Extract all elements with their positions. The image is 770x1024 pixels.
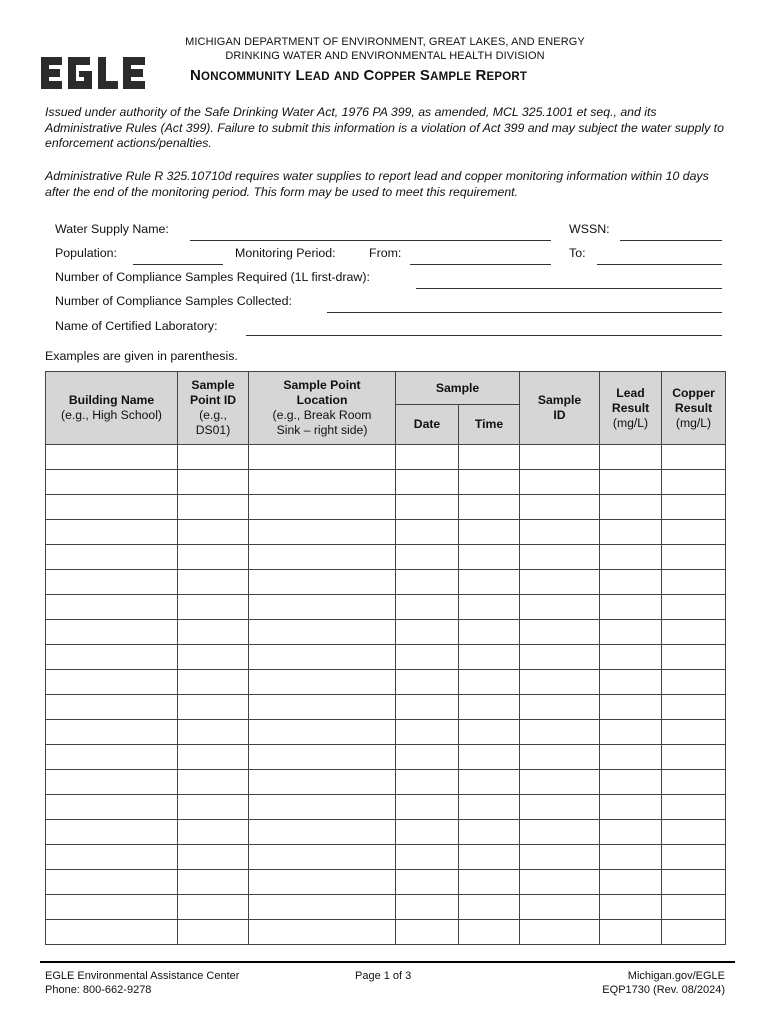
- entry-cell[interactable]: [600, 670, 662, 695]
- entry-cell[interactable]: [46, 870, 178, 895]
- sample-results-table: [45, 371, 726, 945]
- entry-cell[interactable]: [662, 645, 726, 670]
- col-copper-result: Copper Result (mg/L): [662, 372, 726, 445]
- entry-cell[interactable]: [396, 895, 459, 920]
- entry-cell[interactable]: [178, 620, 249, 645]
- entry-cell[interactable]: [396, 670, 459, 695]
- entry-cell[interactable]: [249, 845, 396, 870]
- entry-cell[interactable]: [459, 870, 520, 895]
- division-name: DRINKING WATER AND ENVIRONMENTAL HEALTH DIVISION: [225, 50, 545, 62]
- entry-cell[interactable]: [600, 495, 662, 520]
- entry-cell[interactable]: [46, 495, 178, 520]
- table-row: [46, 670, 726, 695]
- entry-cell[interactable]: [249, 720, 396, 745]
- wssn-label: WSSN:: [569, 222, 610, 236]
- footer-divider: [40, 961, 735, 963]
- entry-cell[interactable]: [396, 820, 459, 845]
- entry-cell[interactable]: [520, 920, 600, 945]
- entry-cell[interactable]: [249, 895, 396, 920]
- table-row: [46, 795, 726, 820]
- entry-cell[interactable]: [520, 845, 600, 870]
- entry-cell[interactable]: [662, 770, 726, 795]
- entry-cell[interactable]: [249, 920, 396, 945]
- entry-cell[interactable]: [178, 870, 249, 895]
- entry-cell[interactable]: [600, 620, 662, 645]
- population-field[interactable]: [133, 264, 223, 265]
- entry-cell[interactable]: [249, 570, 396, 595]
- table-row: [46, 895, 726, 920]
- entry-cell[interactable]: [662, 495, 726, 520]
- table-row: [46, 845, 726, 870]
- egle-logo: [41, 57, 145, 89]
- entry-cell[interactable]: [520, 570, 600, 595]
- samples-required-label: Number of Compliance Samples Required (1L first-draw):: [55, 270, 370, 284]
- entry-cell[interactable]: [600, 895, 662, 920]
- entry-cell[interactable]: [459, 695, 520, 720]
- entry-cell[interactable]: [520, 495, 600, 520]
- entry-cell[interactable]: [459, 845, 520, 870]
- entry-cell[interactable]: [459, 795, 520, 820]
- entry-cell[interactable]: [178, 570, 249, 595]
- entry-cell[interactable]: [600, 870, 662, 895]
- entry-cell[interactable]: [249, 820, 396, 845]
- entry-cell[interactable]: [396, 520, 459, 545]
- entry-cell[interactable]: [396, 695, 459, 720]
- entry-cell[interactable]: [662, 820, 726, 845]
- entry-cell[interactable]: [662, 795, 726, 820]
- entry-cell[interactable]: [459, 820, 520, 845]
- table-row: [46, 520, 726, 545]
- entry-cell[interactable]: [249, 520, 396, 545]
- entry-cell[interactable]: [178, 845, 249, 870]
- table-row: [46, 620, 726, 645]
- entry-cell[interactable]: [459, 895, 520, 920]
- water-supply-name-field[interactable]: [190, 240, 551, 241]
- entry-cell[interactable]: [459, 520, 520, 545]
- entry-cell[interactable]: [600, 470, 662, 495]
- entry-cell[interactable]: [662, 695, 726, 720]
- entry-cell[interactable]: [459, 670, 520, 695]
- entry-cell[interactable]: [46, 645, 178, 670]
- to-label: To:: [569, 246, 586, 260]
- entry-cell[interactable]: [600, 770, 662, 795]
- entry-cell[interactable]: [600, 720, 662, 745]
- entry-cell[interactable]: [46, 595, 178, 620]
- footer-phone: Phone: 800-662-9278: [45, 984, 152, 996]
- entry-cell[interactable]: [600, 645, 662, 670]
- entry-cell[interactable]: [396, 495, 459, 520]
- entry-cell[interactable]: [46, 720, 178, 745]
- entry-cell[interactable]: [520, 545, 600, 570]
- entry-cell[interactable]: [249, 470, 396, 495]
- footer-website: Michigan.gov/EGLE: [627, 970, 725, 982]
- table-row: [46, 770, 726, 795]
- table-row: [46, 720, 726, 745]
- entry-cell[interactable]: [46, 820, 178, 845]
- entry-cell[interactable]: [600, 545, 662, 570]
- entry-cell[interactable]: [520, 445, 600, 470]
- entry-cell[interactable]: [459, 470, 520, 495]
- entry-cell[interactable]: [396, 570, 459, 595]
- entry-cell[interactable]: [46, 545, 178, 570]
- entry-cell[interactable]: [46, 695, 178, 720]
- entry-cell[interactable]: [178, 920, 249, 945]
- entry-cell[interactable]: [46, 770, 178, 795]
- entry-cell[interactable]: [178, 545, 249, 570]
- entry-cell[interactable]: [600, 845, 662, 870]
- entry-cell[interactable]: [662, 470, 726, 495]
- entry-cell[interactable]: [249, 595, 396, 620]
- samples-collected-label: Number of Compliance Samples Collected:: [55, 294, 292, 308]
- footer-contact: [45, 969, 239, 997]
- entry-cell[interactable]: [178, 745, 249, 770]
- entry-cell[interactable]: [178, 795, 249, 820]
- entry-cell[interactable]: [249, 495, 396, 520]
- entry-cell[interactable]: [396, 645, 459, 670]
- entry-cell[interactable]: [46, 470, 178, 495]
- samples-required-field[interactable]: [416, 288, 722, 289]
- entry-cell[interactable]: [662, 920, 726, 945]
- entry-cell[interactable]: [178, 695, 249, 720]
- entry-cell[interactable]: [249, 745, 396, 770]
- table-row: [46, 495, 726, 520]
- entry-cell[interactable]: [600, 595, 662, 620]
- entry-cell[interactable]: [249, 645, 396, 670]
- entry-cell[interactable]: [46, 670, 178, 695]
- table-row: [46, 570, 726, 595]
- entry-cell[interactable]: [396, 795, 459, 820]
- entry-cell[interactable]: [662, 620, 726, 645]
- entry-cell[interactable]: [396, 595, 459, 620]
- table-row: [46, 545, 726, 570]
- from-label: From:: [369, 246, 402, 260]
- entry-cell[interactable]: [662, 545, 726, 570]
- entry-cell[interactable]: [520, 720, 600, 745]
- table-row: [46, 820, 726, 845]
- entry-cell[interactable]: [459, 745, 520, 770]
- table-row: [46, 870, 726, 895]
- entry-cell[interactable]: [459, 595, 520, 620]
- col-group-sample: Sample: [396, 372, 520, 405]
- entry-cell[interactable]: [249, 870, 396, 895]
- entry-cell[interactable]: [249, 770, 396, 795]
- col-building-name: Building Name (e.g., High School): [46, 372, 178, 445]
- entry-cell[interactable]: [459, 495, 520, 520]
- entry-cell[interactable]: [178, 720, 249, 745]
- entry-cell[interactable]: [396, 720, 459, 745]
- entry-cell[interactable]: [520, 645, 600, 670]
- entry-cell[interactable]: [249, 695, 396, 720]
- entry-cell[interactable]: [396, 445, 459, 470]
- entry-cell[interactable]: [249, 620, 396, 645]
- entry-cell[interactable]: [520, 595, 600, 620]
- entry-cell[interactable]: [396, 920, 459, 945]
- entry-cell[interactable]: [249, 670, 396, 695]
- entry-cell[interactable]: [520, 795, 600, 820]
- entry-cell[interactable]: [520, 620, 600, 645]
- col-date: Date: [396, 405, 459, 445]
- entry-cell[interactable]: [396, 770, 459, 795]
- col-sample-point-id: Sample Point ID (e.g., DS01): [178, 372, 249, 445]
- entry-cell[interactable]: [396, 845, 459, 870]
- wssn-field[interactable]: [620, 240, 722, 241]
- population-label: Population:: [55, 246, 118, 260]
- entry-cell[interactable]: [662, 570, 726, 595]
- entry-cell[interactable]: [249, 795, 396, 820]
- entry-cell[interactable]: [396, 470, 459, 495]
- to-date-field[interactable]: [597, 264, 722, 265]
- entry-cell[interactable]: [46, 745, 178, 770]
- certified-lab-field[interactable]: [246, 335, 722, 336]
- entry-cell[interactable]: [520, 820, 600, 845]
- entry-cell[interactable]: [600, 570, 662, 595]
- entry-cell[interactable]: [662, 670, 726, 695]
- table-row: [46, 470, 726, 495]
- entry-cell[interactable]: [662, 895, 726, 920]
- entry-cell[interactable]: [662, 595, 726, 620]
- entry-cell[interactable]: [178, 820, 249, 845]
- entry-cell[interactable]: [178, 670, 249, 695]
- entry-cell[interactable]: [600, 795, 662, 820]
- certified-lab-label: Name of Certified Laboratory:: [55, 319, 218, 333]
- authority-paragraph: Issued under authority of the Safe Drinking Water Act, 1976 PA 399, as amended, MCL 325.1001 et seq., and its Administrative Rules (Act 399). Failure to submit this information is a violation of Act 399 and may subject the water supply to enforcement actions/penalties.: [45, 105, 724, 150]
- entry-cell[interactable]: [662, 720, 726, 745]
- entry-cell[interactable]: [178, 520, 249, 545]
- entry-cell[interactable]: [396, 545, 459, 570]
- entry-cell[interactable]: [459, 720, 520, 745]
- entry-cell[interactable]: [600, 745, 662, 770]
- entry-cell[interactable]: [396, 620, 459, 645]
- entry-cell[interactable]: [178, 495, 249, 520]
- table-row: [46, 695, 726, 720]
- water-supply-name-label: Water Supply Name:: [55, 222, 169, 236]
- entry-cell[interactable]: [600, 520, 662, 545]
- table-row: [46, 645, 726, 670]
- entry-cell[interactable]: [46, 445, 178, 470]
- entry-cell[interactable]: [600, 695, 662, 720]
- table-row: [46, 745, 726, 770]
- form-title: NONCOMMUNITY LEAD AND COPPER SAMPLE REPORT: [190, 67, 528, 84]
- entry-cell[interactable]: [46, 795, 178, 820]
- col-time: Time: [459, 405, 520, 445]
- entry-cell[interactable]: [662, 445, 726, 470]
- footer-center-name: EGLE Environmental Assistance Center: [45, 970, 240, 982]
- entry-cell[interactable]: [178, 645, 249, 670]
- entry-cell[interactable]: [520, 895, 600, 920]
- examples-note: Examples are given in parenthesis.: [45, 349, 238, 363]
- col-sample-id: Sample ID: [520, 372, 600, 445]
- samples-collected-field[interactable]: [327, 312, 722, 313]
- entry-cell[interactable]: [249, 445, 396, 470]
- entry-cell[interactable]: [46, 620, 178, 645]
- entry-cell[interactable]: [600, 820, 662, 845]
- rule-paragraph: Administrative Rule R 325.10710d requires water supplies to report lead and copper monitoring information within 10 days after the end of the monitoring period. This form may be used to meet this requirement.: [45, 169, 709, 199]
- entry-cell[interactable]: [178, 595, 249, 620]
- footer-form-id: EQP1730 (Rev. 08/2024): [602, 984, 725, 996]
- entry-cell[interactable]: [459, 770, 520, 795]
- entry-cell[interactable]: [396, 745, 459, 770]
- entry-cell[interactable]: [46, 895, 178, 920]
- entry-cell[interactable]: [46, 520, 178, 545]
- agency-name: MICHIGAN DEPARTMENT OF ENVIRONMENT, GREAT LAKES, AND ENERGY: [185, 36, 585, 48]
- col-lead-result: Lead Result (mg/L): [600, 372, 662, 445]
- entry-cell[interactable]: [520, 670, 600, 695]
- monitoring-period-label: Monitoring Period:: [235, 246, 336, 260]
- table-row: [46, 595, 726, 620]
- entry-cell[interactable]: [459, 445, 520, 470]
- entry-cell[interactable]: [178, 770, 249, 795]
- entry-cell[interactable]: [46, 920, 178, 945]
- entry-cell[interactable]: [46, 845, 178, 870]
- entry-cell[interactable]: [662, 520, 726, 545]
- entry-cell[interactable]: [249, 545, 396, 570]
- entry-cell[interactable]: [600, 920, 662, 945]
- entry-cell[interactable]: [600, 445, 662, 470]
- col-sample-point-location: Sample Point Location (e.g., Break Room Sink – right side): [249, 372, 396, 445]
- table-row: [46, 445, 726, 470]
- entry-cell[interactable]: [662, 870, 726, 895]
- entry-cell[interactable]: [520, 520, 600, 545]
- entry-cell[interactable]: [662, 845, 726, 870]
- footer-form-info: [602, 969, 725, 997]
- entry-cell[interactable]: [520, 745, 600, 770]
- entry-cell[interactable]: [520, 470, 600, 495]
- entry-cell[interactable]: [46, 570, 178, 595]
- entry-cell[interactable]: [459, 920, 520, 945]
- from-date-field[interactable]: [410, 264, 551, 265]
- entry-cell[interactable]: [459, 545, 520, 570]
- entry-cell[interactable]: [178, 445, 249, 470]
- entry-cell[interactable]: [178, 895, 249, 920]
- entry-cell[interactable]: [459, 570, 520, 595]
- table-row: [46, 920, 726, 945]
- entry-cell[interactable]: [520, 695, 600, 720]
- entry-cell[interactable]: [520, 770, 600, 795]
- entry-cell[interactable]: [178, 470, 249, 495]
- entry-cell[interactable]: [396, 870, 459, 895]
- entry-cell[interactable]: [520, 870, 600, 895]
- page-number: Page 1 of 3: [355, 970, 412, 982]
- entry-cell[interactable]: [662, 745, 726, 770]
- entry-cell[interactable]: [459, 645, 520, 670]
- entry-cell[interactable]: [459, 620, 520, 645]
